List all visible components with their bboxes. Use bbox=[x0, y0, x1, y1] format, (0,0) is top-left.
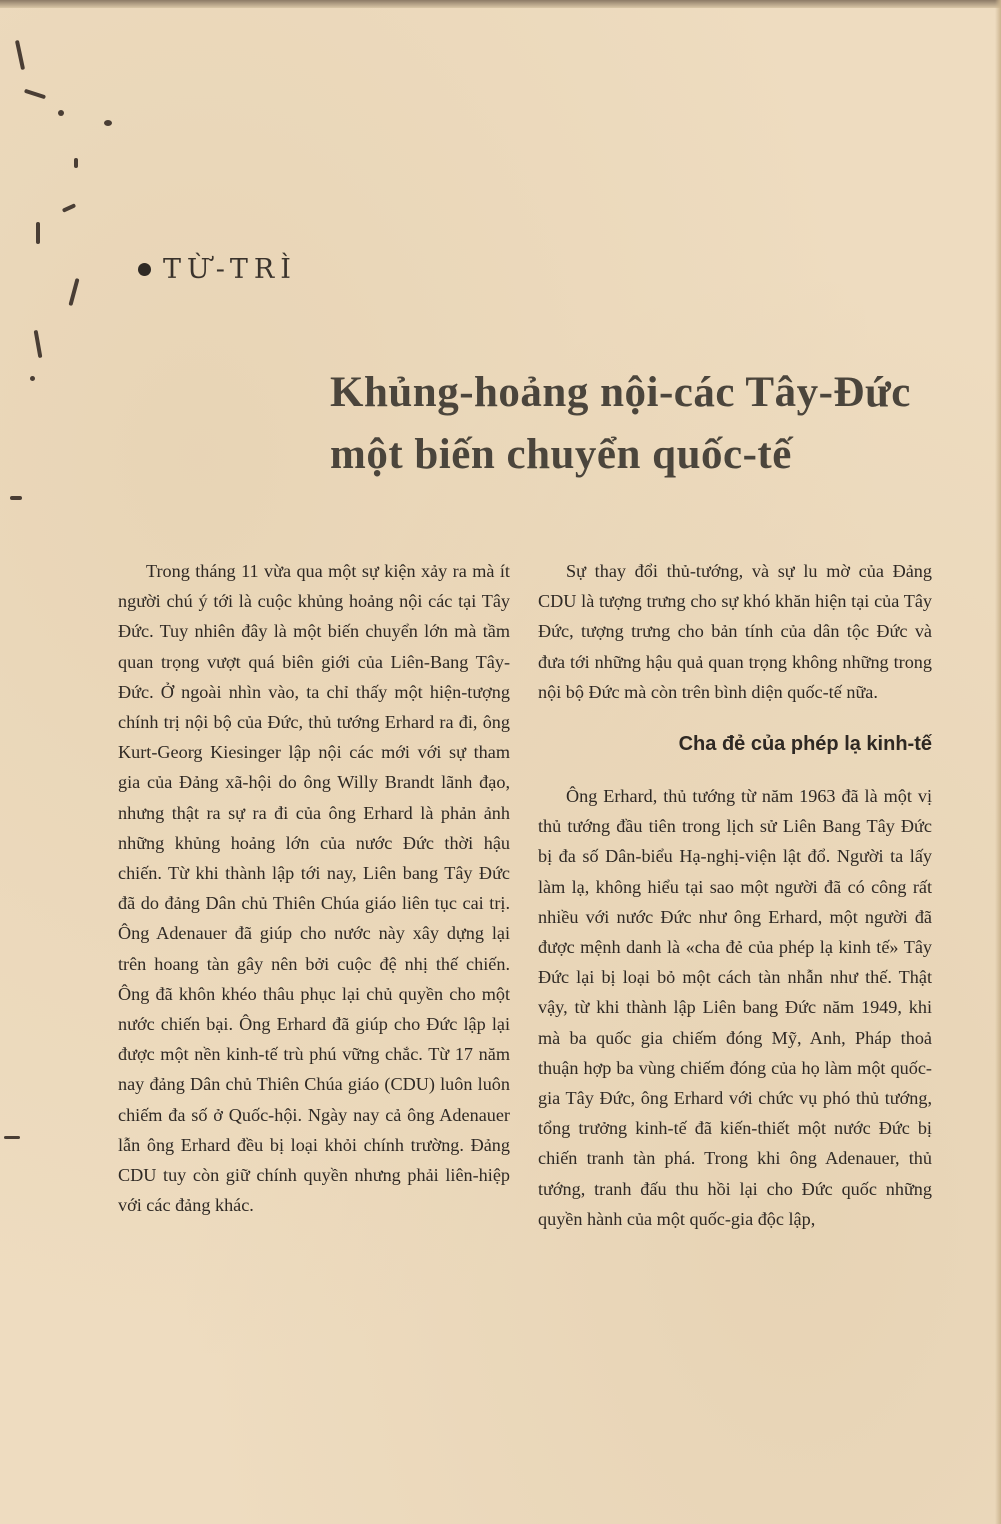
title-line-2: một biến chuyển quốc-tế bbox=[330, 431, 792, 478]
page-right-edge bbox=[995, 0, 1001, 1524]
margin-mark bbox=[74, 158, 78, 168]
margin-mark bbox=[10, 496, 22, 500]
bullet-icon bbox=[138, 263, 151, 276]
right-paragraph-2: Ông Erhard, thủ tướng từ năm 1963 đã là một vị thủ tướng đầu tiên trong lịch sử Liên Bang Tây Đức bị đa số Dân-biểu Hạ-nghị-viện lật đổ. Người ta lấy làm lạ, không hiểu tại sao một người đã có công rất nhiều với nước Đức như ông Erhard, một người đã được mệnh danh là «cha đẻ của phép lạ kinh tế» Tây Đức lại bị loại bỏ một cách tàn nhẫn như thế. Thật vậy, từ khi thành lập Liên bang Đức năm 1949, khi mà ba quốc gia chiếm đóng Mỹ, Anh, Pháp thoả thuận hợp ba vùng chiếm đóng của họ làm một quốc-gia Tây Đức, ông Erhard với chức vụ phó thủ tướng, tổng trưởng kinh-tế đã kiến-thiết một nước Đức bị chiến tranh tàn phá. Trong khi ông Adenauer, thủ tướng, tranh đấu thu hồi lại cho Đức quốc những quyền hành của một quốc-gia độc lập, bbox=[538, 786, 932, 1229]
title-line-1: Khủng-hoảng nội-các Tây-Đức bbox=[330, 369, 911, 416]
section-heading: Cha đẻ của phép lạ kinh-tế bbox=[678, 733, 932, 756]
right-column bbox=[538, 556, 932, 1234]
left-paragraph: Trong tháng 11 vừa qua một sự kiện xảy ra mà ít người chú ý tới là cuộc khủng hoảng nội các tại Tây Đức. Tuy nhiên đây là một biến chuyển lớn mà tầm quan trọng vượt quá biên giới của Liên-Bang Tây-Đức. Ở ngoài nhìn vào, ta chỉ thấy một hiện-tượng chính trị nội bộ của Đức, thủ tướng Erhard ra đi, ông Kurt-Georg Kiesinger lập nội các mới với sự tham gia của Đảng xã-hội do ông Willy Brandt lãnh đạo, nhưng thật ra sự ra đi của ông Erhard là phản ảnh những khủng hoảng lớn của nước Đức thời hậu chiến. Từ khi thành lập tới nay, Liên bang Tây Đức đã do đảng Dân chủ Thiên Chúa giáo liên tục cai trị. Ông Adenauer đã giúp cho nước này xây dựng lại trên hoang tàn gây nên bởi cuộc đệ nhị thế chiến. Ông đã khôn khéo thâu phục lại chủ quyền cho một nước chiến bại. Ông Erhard đã giúp cho Đức lập lại được một nền kinh-tế trù phú vững chắc. Từ 17 năm nay đảng Dân chủ Thiên Chúa giáo (CDU) luôn luôn chiếm đa số ở Quốc-hội. Ngày nay cả ông Adenauer lẫn ông Erhard đều bị loại khỏi chính trường. Đảng CDU tuy còn giữ chính quyền nhưng phải liên-hiệp với các đảng khác. bbox=[118, 561, 510, 1216]
margin-mark bbox=[4, 1136, 20, 1139]
margin-mark bbox=[36, 222, 40, 244]
author-line bbox=[138, 254, 297, 285]
margin-mark bbox=[30, 376, 35, 381]
margin-mark bbox=[58, 110, 64, 116]
article-title bbox=[330, 362, 970, 486]
right-paragraph-1: Sự thay đổi thủ-tướng, và sự lu mờ của Đảng CDU là tượng trưng cho sự khó khăn hiện tại của Tây Đức, tượng trưng cho bản tính của dân tộc Đức và đưa tới những hậu quả quan trọng không những trong nội bộ Đức mà còn trên bình diện quốc-tế nữa. bbox=[538, 561, 932, 702]
author-name: TỪ-TRÌ bbox=[163, 254, 297, 285]
page-top-edge bbox=[0, 0, 1001, 8]
left-column bbox=[118, 556, 510, 1220]
margin-mark bbox=[104, 120, 112, 126]
